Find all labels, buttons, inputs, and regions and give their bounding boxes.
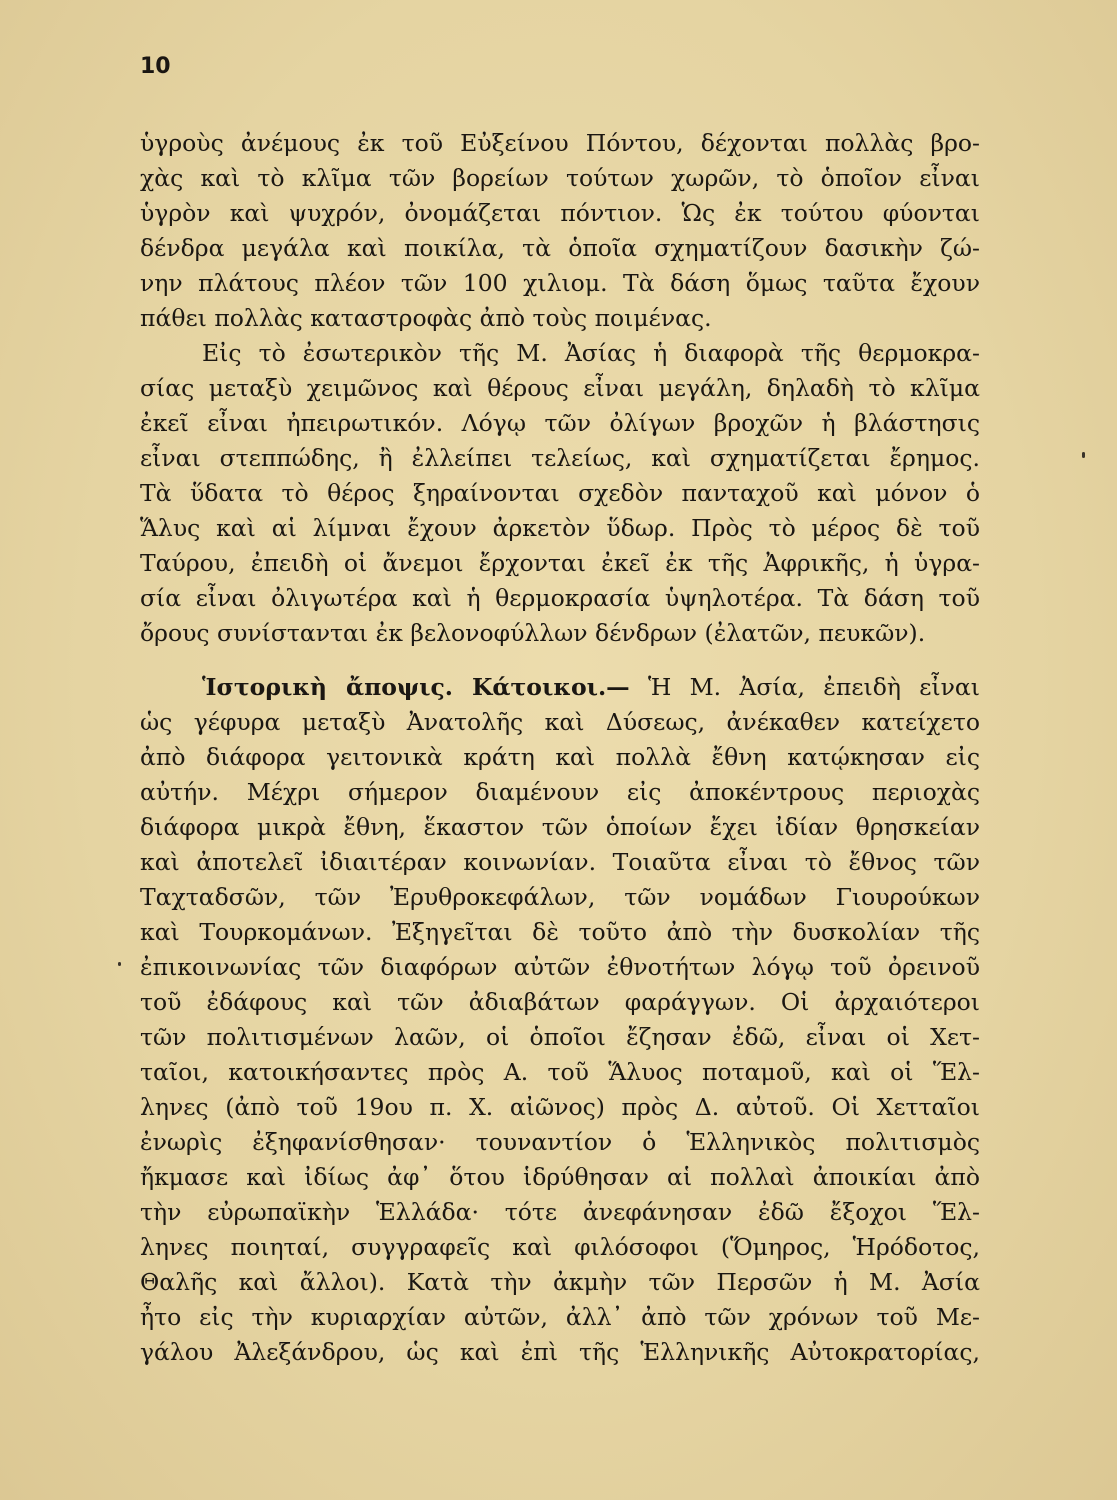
text-line: χὰς καὶ τὸ κλῖμα τῶν βορείων τούτων χωρῶν, τὸ ὁποῖον εἶναι: [140, 164, 980, 192]
text-line: νην πλάτους πλέον τῶν 100 χιλιομ. Τὰ δάση ὅμως ταῦτα ἔχουν: [140, 269, 980, 297]
text-line: Ἅλυς καὶ αἱ λίμναι ἔχουν ἀρκετὸν ὕδωρ. Πρὸς τὸ μέρος δὲ τοῦ: [140, 514, 980, 542]
text-line: καὶ Τουρκομάνων. Ἐξηγεῖται δὲ τοῦτο ἀπὸ τὴν δυσκολίαν τῆς: [140, 918, 980, 946]
paragraph-climate-pontus: [140, 126, 980, 336]
text-line: ἦτο εἰς τὴν κυριαρχίαν αὐτῶν, ἀλλ᾽ ἀπὸ τῶν χρόνων τοῦ Με-: [140, 1303, 980, 1331]
text-line: ἐκεῖ εἶναι ἠπειρωτικόν. Λόγῳ τῶν ὀλίγων βροχῶν ἡ βλάστησις: [140, 409, 980, 437]
text-line: τὴν εὐρωπαϊκὴν Ἑλλάδα· τότε ἀνεφάνησαν ἐδῶ ἔξοχοι Ἕλ-: [140, 1198, 980, 1226]
text-line: ταῖοι, κατοικήσαντες πρὸς Α. τοῦ Ἅλυος ποταμοῦ, καὶ οἱ Ἕλ-: [140, 1058, 980, 1086]
text-line: ἐνωρὶς ἐξηφανίσθησαν· τουναντίον ὁ Ἑλληνικὸς πολιτισμὸς: [140, 1128, 980, 1156]
text-line: τοῦ ἐδάφους καὶ τῶν ἀδιαβάτων φαράγγων. Οἱ ἀρχαιότεροι: [140, 988, 980, 1016]
text-line: πάθει πολλὰς καταστροφὰς ἀπὸ τοὺς ποιμένας.: [140, 304, 712, 332]
text-line: ὑγρὸν καὶ ψυχρόν, ὀνομάζεται πόντιον. Ὡς ἐκ τούτου φύονται: [140, 199, 980, 227]
text-line: διάφορα μικρὰ ἔθνη, ἕκαστον τῶν ὁποίων ἔχει ἰδίαν θρησκείαν: [140, 813, 980, 841]
text-line: σίας μεταξὺ χειμῶνος καὶ θέρους εἶναι μεγάλη, δηλαδὴ τὸ κλῖμα: [140, 374, 980, 402]
text-line: ληνες (ἀπὸ τοῦ 19ου π. Χ. αἰῶνος) πρὸς Δ. αὐτοῦ. Οἱ Χετταῖοι: [140, 1093, 980, 1121]
text-line: ἀπὸ διάφορα γειτονικὰ κράτη καὶ πολλὰ ἔθνη κατῴκησαν εἰς: [140, 743, 980, 771]
text-line: ὑγροὺς ἀνέμους ἐκ τοῦ Εὐξείνου Πόντου, δέχονται πολλὰς βρο-: [140, 129, 980, 157]
text-line: ἐπικοινωνίας τῶν διαφόρων αὐτῶν ἐθνοτήτων λόγῳ τοῦ ὀρεινοῦ: [140, 953, 980, 981]
section-heading: Ἱστορικὴ ἄποψις. Κάτοικοι.—: [202, 673, 630, 701]
section-first-line: [140, 670, 980, 705]
text-line: σία εἶναι ὀλιγωτέρα καὶ ἡ θερμοκρασία ὑψηλοτέρα. Τὰ δάση τοῦ: [140, 584, 980, 612]
section-historical-view: [140, 670, 980, 1370]
text-line: εἶναι στεππώδης, ἢ ἐλλείπει τελείως, καὶ σχηματίζεται ἔρημος.: [140, 444, 980, 472]
text-line: ἤκμασε καὶ ἰδίως ἀφ᾽ ὅτου ἱδρύθησαν αἱ πολλαὶ ἀποικίαι ἀπὸ: [140, 1163, 980, 1191]
text-line: αὐτήν. Μέχρι σήμερον διαμένουν εἰς ἀποκέντρους περιοχὰς: [140, 778, 980, 806]
text-line: ὡς γέφυρα μεταξὺ Ἀνατολῆς καὶ Δύσεως, ἀνέκαθεν κατείχετο: [140, 708, 980, 736]
text-line: Τὰ ὕδατα τὸ θέρος ξηραίνονται σχεδὸν πανταχοῦ καὶ μόνον ὁ: [140, 479, 980, 507]
paragraph-climate-interior: [140, 336, 980, 651]
text-line: Θαλῆς καὶ ἄλλοι). Κατὰ τὴν ἀκμὴν τῶν Περσῶν ἡ Μ. Ἀσία: [140, 1268, 980, 1296]
text-line: Ταύρου, ἐπειδὴ οἱ ἄνεμοι ἔρχονται ἐκεῖ ἐκ τῆς Ἀφρικῆς, ἡ ὑγρα-: [140, 549, 980, 577]
text-line: ὄρους συνίστανται ἐκ βελονοφύλλων δένδρων (ἐλατῶν, πευκῶν).: [140, 619, 926, 647]
text-line: ληνες ποιηταί, συγγραφεῖς καὶ φιλόσοφοι (Ὅμηρος, Ἡρόδοτος,: [140, 1233, 980, 1261]
text-line: γάλου Ἀλεξάνδρου, ὡς καὶ ἐπὶ τῆς Ἑλληνικῆς Αὐτοκρατορίας,: [140, 1338, 980, 1366]
ink-speck: [118, 962, 121, 966]
page-number: 10: [140, 54, 171, 79]
text-line: Ταχταδσῶν, τῶν Ἐρυθροκεφάλων, τῶν νομάδων Γιουρούκων: [140, 883, 980, 911]
text-line: δένδρα μεγάλα καὶ ποικίλα, τὰ ὁποῖα σχηματίζουν δασικὴν ζώ-: [140, 234, 980, 262]
ink-speck: [1082, 452, 1085, 458]
text-line: καὶ ἀποτελεῖ ἰδιαιτέραν κοινωνίαν. Τοιαῦτα εἶναι τὸ ἔθνος τῶν: [140, 848, 980, 876]
text-line: Ἡ Μ. Ἀσία, ἐπειδὴ εἶναι: [647, 673, 980, 701]
text-line: τῶν πολιτισμένων λαῶν, οἱ ὁποῖοι ἔζησαν ἐδῶ, εἶναι οἱ Χετ-: [140, 1023, 980, 1051]
text-line: Εἰς τὸ ἐσωτερικὸν τῆς Μ. Ἀσίας ἡ διαφορὰ τῆς θερμοκρα-: [202, 339, 980, 367]
